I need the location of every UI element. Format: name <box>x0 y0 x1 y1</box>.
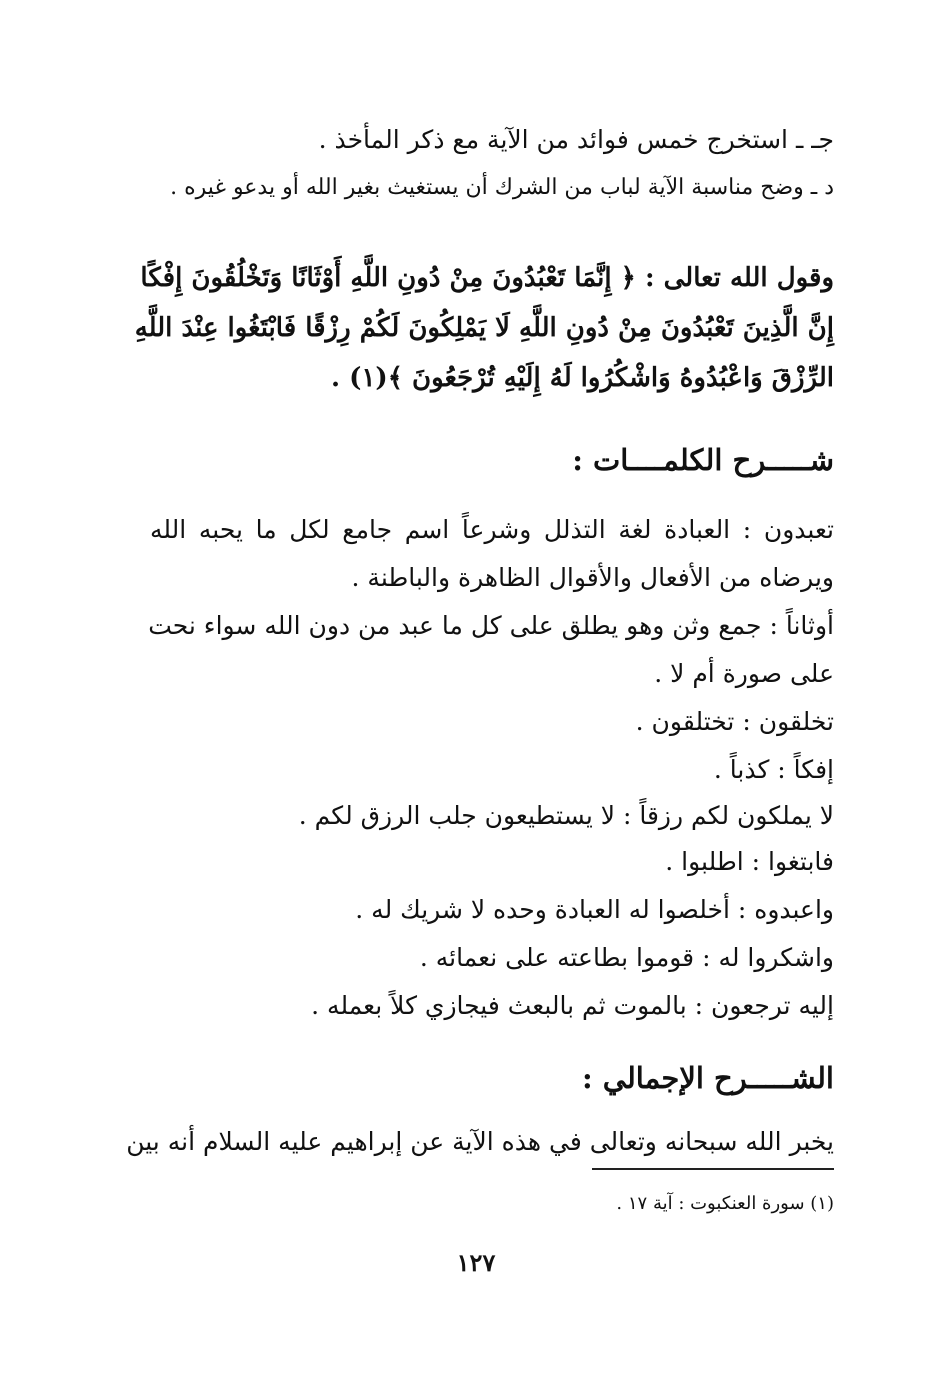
exercise-item-c: جـ ـ استخرج خمس فوائد من الآية مع ذكر المأخذ . <box>318 125 834 154</box>
verse-line-1: وقول الله تعالى : ﴿ إِنَّمَا تَعْبُدُونَ مِنْ دُونِ اللَّهِ أَوْثَانًا وَتَخْلُقُونَ إِفْكًا <box>140 263 834 293</box>
word-definition-line: فابتغوا : اطلبوا . <box>665 847 834 876</box>
word-definition-line: تعبدون : العبادة لغة التذلل وشرعاً اسم جامع لكل ما يحبه الله <box>150 515 834 544</box>
word-definition-line: ويرضاه من الأفعال والأقوال الظاهرة والباطنة . <box>351 563 834 592</box>
footnote: (١) سورة العنكبوت : آية ١٧ . <box>616 1193 834 1214</box>
verse-line-2: إِنَّ الَّذِينَ تَعْبُدُونَ مِنْ دُونِ اللَّهِ لَا يَمْلِكُونَ لَكُمْ رِزْقًا فَابْتَغُوا عِنْدَ اللَّهِ <box>134 313 834 343</box>
word-definition-line: تخلقون : تختلقون . <box>635 707 834 736</box>
words-explanation-heading: شـــــرح الكلمــــات : <box>572 443 834 477</box>
word-definition-line: واشكروا له : قوموا بطاعته على نعمائه . <box>419 943 834 972</box>
word-definition-line: واعبدوه : أخلصوا له العبادة وحده لا شريك له . <box>355 895 834 924</box>
footnote-separator <box>592 1168 834 1170</box>
verse-line-3: الرِّزْقَ وَاعْبُدُوهُ وَاشْكُرُوا لَهُ إِلَيْهِ تُرْجَعُونَ ﴾(١) . <box>331 363 834 393</box>
summary-line: يخبر الله سبحانه وتعالى في هذه الآية عن إبراهيم عليه السلام أنه بين <box>126 1127 834 1156</box>
word-definition-line: أوثاناً : جمع وثن وهو يطلق على كل ما عبد من دون الله سواء نحت <box>148 611 834 640</box>
word-definition-line: على صورة أم لا . <box>654 659 834 688</box>
word-definition-line: لا يملكون لكم رزقاً : لا يستطيعون جلب الرزق لكم . <box>298 801 834 830</box>
page-number: ١٢٧ <box>456 1248 496 1277</box>
exercise-item-d: د ـ وضح مناسبة الآية لباب من الشرك أن يستغيث بغير الله أو يدعو غيره . <box>170 175 834 200</box>
word-definition-line: إليه ترجعون : بالموت ثم بالبعث فيجازي كلاً بعمله . <box>311 991 834 1020</box>
overall-explanation-heading: الشـــــرح الإجمالي : <box>582 1061 834 1095</box>
word-definition-line: إفكاً : كذباً . <box>713 755 834 784</box>
